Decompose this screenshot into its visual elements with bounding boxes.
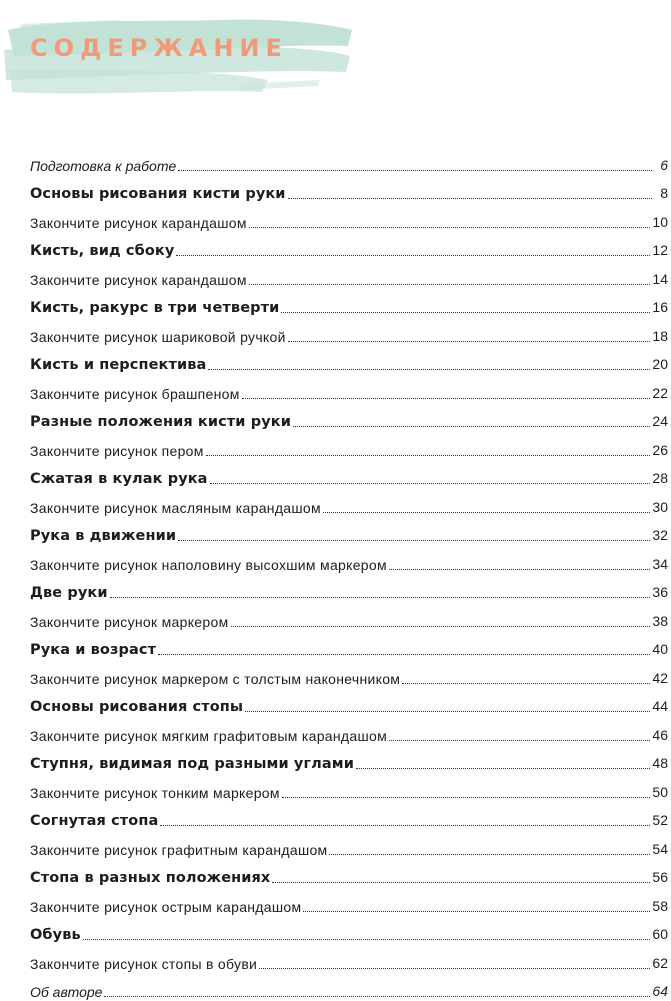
toc-exercise-row xyxy=(30,431,668,460)
toc-chapter-row xyxy=(30,403,668,432)
toc-page-number: 14 xyxy=(652,271,668,289)
toc-page-number: 42 xyxy=(652,670,668,688)
toc-entry-title: Две руки xyxy=(30,586,108,603)
toc-section-row xyxy=(30,146,668,175)
toc-entry-title: Закончите рисунок пером xyxy=(30,444,204,460)
dot-leader xyxy=(83,939,651,940)
dot-leader xyxy=(282,797,651,798)
toc-entry-title: Обувь xyxy=(30,928,81,945)
dot-leader xyxy=(293,426,650,427)
toc-entry-title: Рука в движении xyxy=(30,529,176,546)
dot-leader xyxy=(110,597,651,598)
dot-leader xyxy=(272,882,650,883)
toc-entry-title: Закончите рисунок маркером xyxy=(30,615,229,631)
toc-page-number: 52 xyxy=(652,812,668,830)
dot-leader xyxy=(104,996,650,997)
dot-leader xyxy=(206,455,651,456)
toc-page-number: 18 xyxy=(652,328,668,346)
toc-exercise-row xyxy=(30,887,668,916)
toc-page-number: 12 xyxy=(652,242,668,260)
dot-leader xyxy=(231,626,651,627)
toc-entry-title: Закончите рисунок тонким маркером xyxy=(30,786,280,802)
toc-exercise-row xyxy=(30,830,668,859)
toc-entry-title: Закончите рисунок карандашом xyxy=(30,216,247,232)
toc-entry-title: Закончите рисунок стопы в обуви xyxy=(30,957,257,973)
toc-exercise-row xyxy=(30,260,668,289)
dot-leader xyxy=(288,198,652,199)
toc-chapter-row xyxy=(30,802,668,831)
toc-chapter-row xyxy=(30,175,668,204)
toc-entry-title: Закончите рисунок маркером с толстым наконечником xyxy=(30,672,400,688)
toc-exercise-row xyxy=(30,317,668,346)
toc-page-number: 36 xyxy=(652,584,668,602)
toc-exercise-row xyxy=(30,659,668,688)
dot-leader xyxy=(178,540,650,541)
toc-chapter-row xyxy=(30,916,668,945)
toc-page-number: 16 xyxy=(652,299,668,317)
dot-leader xyxy=(245,711,650,712)
toc-page-number: 8 xyxy=(654,185,668,203)
toc-page-number: 26 xyxy=(652,442,668,460)
toc-page-number: 62 xyxy=(652,955,668,973)
toc-chapter-row xyxy=(30,346,668,375)
toc-entry-title: Закончите рисунок острым карандашом xyxy=(30,900,301,916)
toc-chapter-row xyxy=(30,232,668,261)
toc-entry-title: Закончите рисунок брашпеном xyxy=(30,387,240,403)
dot-leader xyxy=(259,968,650,969)
dot-leader xyxy=(249,227,651,228)
toc-entry-title: Рука и возраст xyxy=(30,643,156,660)
toc-page-number: 20 xyxy=(652,356,668,374)
toc-page-number: 40 xyxy=(652,641,668,659)
toc-section-row xyxy=(30,973,668,1001)
toc-page-number: 58 xyxy=(652,898,668,916)
dot-leader xyxy=(176,255,650,256)
toc-chapter-row xyxy=(30,574,668,603)
toc-exercise-row xyxy=(30,944,668,973)
toc-exercise-row xyxy=(30,773,668,802)
toc-chapter-row xyxy=(30,745,668,774)
toc-page-number: 24 xyxy=(652,413,668,431)
dot-leader xyxy=(242,398,651,399)
toc-page-number: 22 xyxy=(652,385,668,403)
toc-entry-title: Кисть и перспектива xyxy=(30,358,206,375)
toc-entry-title: Разные положения кисти руки xyxy=(30,415,291,432)
toc-page-number: 50 xyxy=(652,784,668,802)
toc-page-number: 32 xyxy=(652,527,668,545)
toc-page-number: 10 xyxy=(652,214,668,232)
dot-leader xyxy=(249,284,651,285)
toc-entry-title: Кисть, вид сбоку xyxy=(30,244,174,261)
toc-entry-title: Закончите рисунок графитным карандашом xyxy=(30,843,327,859)
toc-entry-title: Закончите рисунок наполовину высохшим маркером xyxy=(30,558,387,574)
toc-page-number: 54 xyxy=(652,841,668,859)
toc-entry-title: Основы рисования кисти руки xyxy=(30,187,286,204)
toc-page-number: 48 xyxy=(652,755,668,773)
toc-page-number: 44 xyxy=(652,698,668,716)
dot-leader xyxy=(356,768,650,769)
toc-page-number: 60 xyxy=(652,926,668,944)
toc-entry-title: Об авторе xyxy=(30,985,102,1001)
toc-entry-title: Закончите рисунок масляным карандашом xyxy=(30,501,321,517)
dot-leader xyxy=(158,654,650,655)
toc-entry-title: Подготовка к работе xyxy=(30,159,176,175)
toc-entry-title: Закончите рисунок шариковой ручкой xyxy=(30,330,286,346)
dot-leader xyxy=(329,854,650,855)
toc-exercise-row xyxy=(30,545,668,574)
toc-page-number: 56 xyxy=(652,869,668,887)
toc-exercise-row xyxy=(30,716,668,745)
page-title: СОДЕРЖАНИЕ xyxy=(30,34,288,62)
toc-page-number: 6 xyxy=(654,157,668,175)
dot-leader xyxy=(160,825,650,826)
title-block xyxy=(0,0,380,110)
dot-leader xyxy=(323,512,651,513)
toc-page-number: 34 xyxy=(652,556,668,574)
toc-entry-title: Согнутая стопа xyxy=(30,814,158,831)
dot-leader xyxy=(303,911,650,912)
toc-chapter-row xyxy=(30,631,668,660)
toc-exercise-row xyxy=(30,203,668,232)
toc-exercise-row xyxy=(30,602,668,631)
dot-leader xyxy=(178,170,652,171)
toc-page-number: 30 xyxy=(652,499,668,517)
toc-chapter-row xyxy=(30,859,668,888)
toc-exercise-row xyxy=(30,374,668,403)
toc-chapter-row xyxy=(30,517,668,546)
toc-entry-title: Сжатая в кулак рука xyxy=(30,472,208,489)
dot-leader xyxy=(402,683,650,684)
toc-page-number: 64 xyxy=(652,983,668,1001)
dot-leader xyxy=(281,312,650,313)
toc-entry-title: Ступня, видимая под разными углами xyxy=(30,757,354,774)
toc-exercise-row xyxy=(30,488,668,517)
dot-leader xyxy=(389,740,650,741)
toc-page-number: 38 xyxy=(652,613,668,631)
dot-leader xyxy=(288,341,651,342)
toc-entry-title: Закончите рисунок мягким графитовым карандашом xyxy=(30,729,387,745)
toc-entry-title: Закончите рисунок карандашом xyxy=(30,273,247,289)
toc-page-number: 28 xyxy=(652,470,668,488)
dot-leader xyxy=(210,483,651,484)
toc-entry-title: Кисть, ракурс в три четверти xyxy=(30,301,279,318)
dot-leader xyxy=(208,369,650,370)
toc-entry-title: Основы рисования стопы xyxy=(30,700,243,717)
toc-entry-title: Стопа в разных положениях xyxy=(30,871,270,888)
dot-leader xyxy=(389,569,651,570)
table-of-contents xyxy=(30,146,668,1001)
toc-chapter-row xyxy=(30,460,668,489)
toc-chapter-row xyxy=(30,289,668,318)
toc-chapter-row xyxy=(30,688,668,717)
toc-page-number: 46 xyxy=(652,727,668,745)
